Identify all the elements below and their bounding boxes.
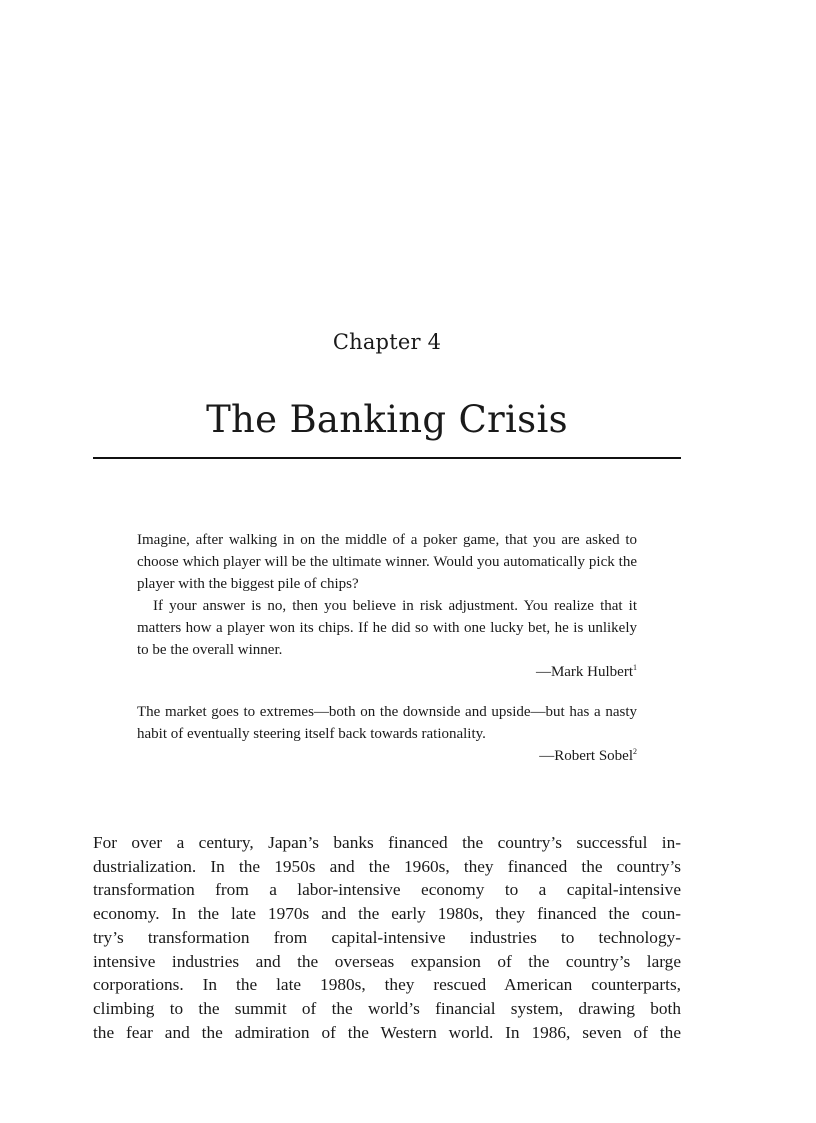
body-line: For over a century, Japan’s banks financed the country’s successful in- bbox=[93, 833, 681, 852]
body-line: economy. In the late 1970s and the early 1980s, they financed the coun- bbox=[93, 904, 681, 924]
chapter-title: The Banking Crisis bbox=[206, 398, 568, 441]
footnote-marker: 2 bbox=[633, 747, 637, 756]
body-line: corporations. In the late 1980s, they rescued American counterparts, bbox=[93, 975, 681, 995]
body-paragraph bbox=[93, 831, 681, 1044]
epigraph-paragraph: Imagine, after walking in on the middle of a poker game, that you are asked to choose which player will be the ultimate winner. Would you automatically pick the player with the biggest pile of chips? bbox=[137, 532, 637, 592]
body-line: intensive industries and the overseas expansion of the country’s large bbox=[93, 951, 681, 971]
epigraph-hulbert bbox=[137, 529, 637, 683]
attribution-name: —Robert Sobel bbox=[539, 748, 633, 764]
body-line: dustrialization. In the 1950s and the 1960s, they financed the country’s bbox=[93, 856, 681, 876]
attribution-name: —Mark Hulbert bbox=[535, 664, 633, 680]
body-line: transformation from a labor-intensive economy to a capital-intensive bbox=[93, 880, 681, 900]
epigraph-attribution bbox=[137, 661, 637, 683]
epigraph-attribution bbox=[137, 745, 637, 767]
body-line: try’s transformation from capital-intensive industries to technology- bbox=[93, 927, 681, 947]
footnote-marker: 1 bbox=[633, 663, 637, 672]
epigraph-sobel bbox=[137, 701, 637, 767]
body-line: climbing to the summit of the world’s financial system, drawing both bbox=[93, 998, 681, 1018]
title-rule bbox=[93, 457, 681, 459]
epigraph-paragraph: If your answer is no, then you believe in risk adjustment. You realize that it matters how a player won its chips. If he did so with one lucky bet, he is unlikely to be the overall winner. bbox=[137, 598, 637, 658]
body-line: the fear and the admiration of the Western world. In 1986, seven of the bbox=[93, 1022, 681, 1042]
epigraph-paragraph: The market goes to extremes—both on the downside and upside—but has a nasty habit of eventually steering itself back towards rationality. bbox=[137, 704, 637, 742]
chapter-label: Chapter 4 bbox=[332, 330, 442, 354]
